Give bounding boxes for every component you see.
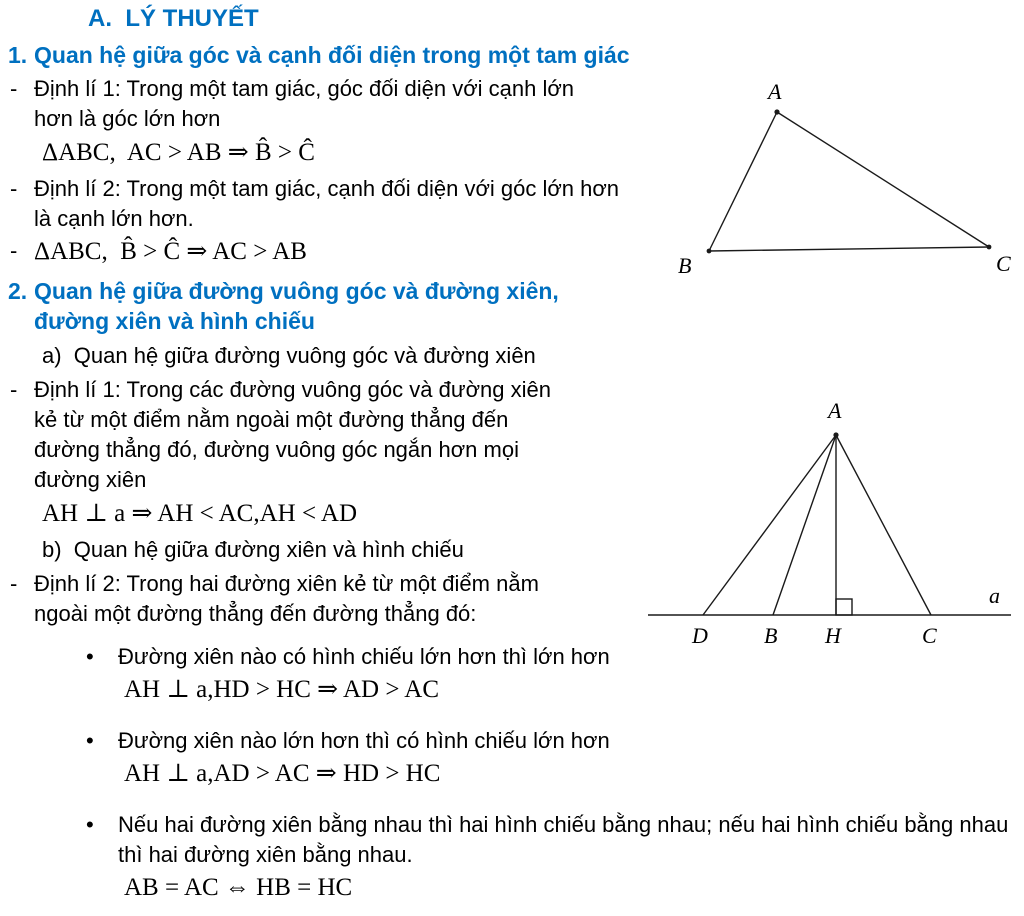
page-title: A. LÝ THUYẾT <box>88 5 259 32</box>
s2-theorem-2-text: Định lí 2: Trong hai đường xiên kẻ từ một điểm nằm ngoài một đường thẳng đến đường thẳng đó: <box>34 571 546 626</box>
triangle-figure <box>652 72 1020 295</box>
vertex-C-dot <box>987 245 992 250</box>
bullet-1-text: Đường xiên nào có hình chiếu lớn hơn thì lớn hơn <box>118 644 610 669</box>
section-2-number: 2. <box>8 278 28 304</box>
section-1-heading-row <box>0 40 1024 70</box>
s2-sub-a: a) Quan hệ giữa đường vuông góc và đường xiên <box>42 343 536 368</box>
dash-marker: - <box>10 176 18 201</box>
bullet-marker: • <box>86 812 94 837</box>
bullet-2-math: AH ⊥ a,AD > AC ⇒ HD > HC <box>124 760 441 787</box>
obliques-label-C: C <box>922 623 937 648</box>
oblique-segments <box>703 435 931 615</box>
triangle-label-B: B <box>678 253 692 278</box>
obliques-label-D: D <box>692 623 708 648</box>
dash-marker: - <box>10 238 18 263</box>
dash-marker: - <box>10 377 18 402</box>
bullet-3-math: AB = AC ⇔ HB = HC <box>124 874 353 901</box>
bullet-item-3 <box>80 810 1024 870</box>
dash-marker: - <box>10 76 18 101</box>
obliques-label-a: a <box>989 583 1000 608</box>
bullet-marker: • <box>86 728 94 753</box>
right-angle-mark <box>836 599 852 615</box>
s2-math-1: AH ⊥ a ⇒ AH < AC,AH < AD <box>42 500 358 527</box>
bullet-3-text: Nếu hai đường xiên bằng nhau thì hai hình chiếu bằng nhau; nếu hai hình chiếu bằng nhau thì hai đường xiên bằng nhau. <box>118 812 1015 867</box>
vertex-B-dot <box>707 249 712 254</box>
s1-theorem-2-text: Định lí 2: Trong một tam giác, cạnh đối diện với góc lớn hơn là cạnh lớn hơn. <box>34 176 626 231</box>
obliques-figure <box>638 390 1022 657</box>
s2-sub-b: b) Quan hệ giữa đường xiên và hình chiếu <box>42 537 464 562</box>
triangle-label-A: A <box>768 79 782 104</box>
bullet-2-text: Đường xiên nào lớn hơn thì có hình chiếu lớn hơn <box>118 728 610 753</box>
triangle-label-C: C <box>996 251 1011 276</box>
bullet-list <box>80 642 1024 904</box>
section-2-title: Quan hệ giữa đường vuông góc và đường xiên, đường xiên và hình chiếu <box>34 278 566 334</box>
s2-theorem-1-text: Định lí 1: Trong các đường vuông góc và đường xiên kẻ từ một điểm nằm ngoài một đường thẳng đến đường thẳng đó, đường vuông góc ngắn hơn mọi đường xiên <box>34 377 558 492</box>
section-1-title: Quan hệ giữa góc và cạnh đối diện trong một tam giác <box>34 42 630 68</box>
bullet-marker: • <box>86 644 94 669</box>
s1-theorem-1-text: Định lí 1: Trong một tam giác, góc đối diện với cạnh lớn hơn là góc lớn hơn <box>34 76 581 131</box>
s1-math-1: ΔABC, AC > AB ⇒ B̂ > Ĉ <box>42 139 315 166</box>
dash-marker: - <box>10 571 18 596</box>
obliques-label-A: A <box>828 398 842 423</box>
obliques-label-H: H <box>825 623 841 648</box>
bullet-1-math: AH ⊥ a,HD > HC ⇒ AD > AC <box>124 676 440 703</box>
section-1-number: 1. <box>8 42 28 68</box>
point-A-dot <box>833 432 838 437</box>
vertex-A-dot <box>774 109 779 114</box>
triangle-edges <box>709 112 989 251</box>
bullet-item-2 <box>80 726 1024 756</box>
s1-math-2: ΔABC, B̂ > Ĉ ⇒ AC > AB <box>34 238 307 265</box>
obliques-label-B: B <box>764 623 778 648</box>
